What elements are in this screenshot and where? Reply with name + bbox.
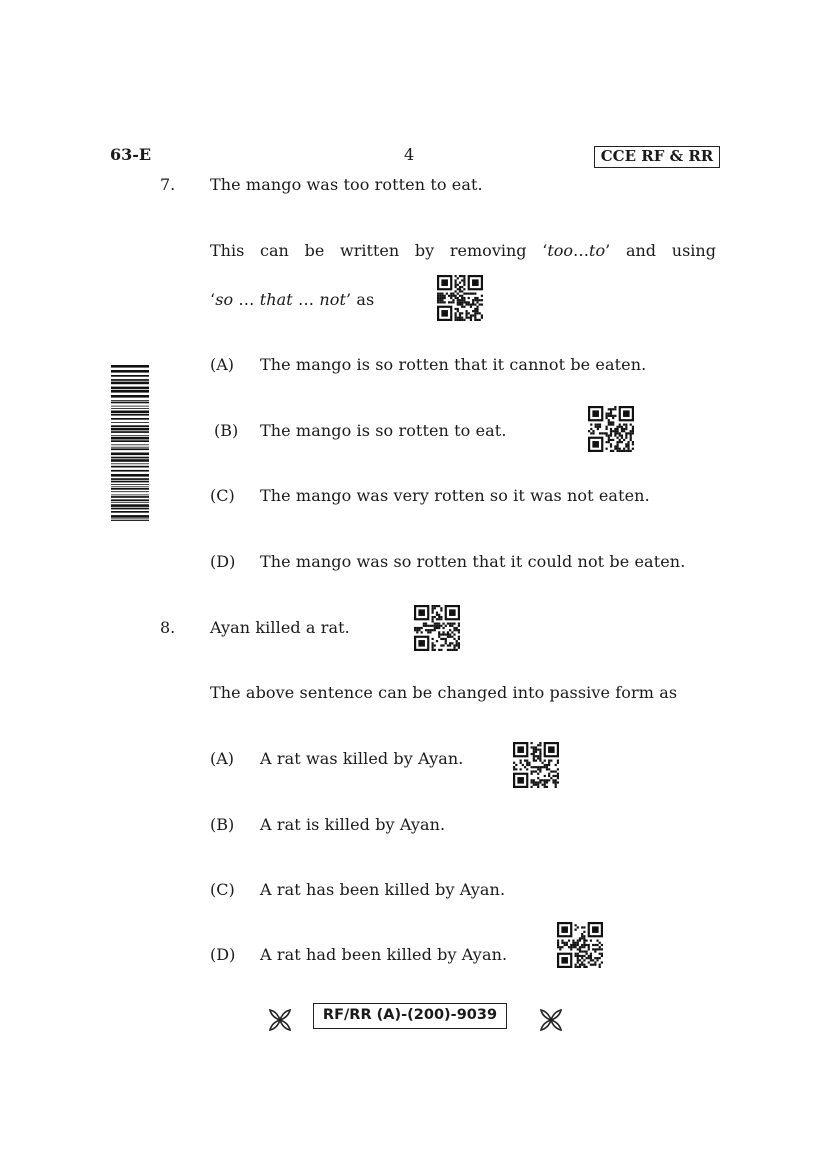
q8-option-d-label[interactable]: (D) [210,945,236,964]
page-number: 4 [404,145,415,164]
word: and [625,241,657,260]
word: can [260,241,289,260]
qr-code-icon [513,742,559,788]
paper-code: 63-E [110,145,152,164]
q7-option-c-label[interactable]: (C) [210,486,235,505]
q8-option-c-text[interactable]: A rat has been killed by Ayan. [260,880,506,899]
word: removing [449,241,527,260]
question-7-number: 7. [160,175,176,194]
qr-code-icon [557,922,603,968]
series-badge: CCE RF & RR [594,146,720,168]
word: by [414,241,435,260]
q7-option-d-text[interactable]: The mango was so rotten that it could not be eaten. [260,552,686,571]
q7-option-a-label[interactable]: (A) [210,355,235,374]
q7-option-d-label[interactable]: (D) [210,552,236,571]
question-8-number: 8. [160,618,176,637]
q8-option-c-label[interactable]: (C) [210,880,235,899]
q7-option-b-label[interactable]: (B) [214,421,239,440]
question-7-instruction-line1 [210,241,716,260]
ornament-icon [268,1008,292,1032]
q7-option-a-text[interactable]: The mango is so rotten that it cannot be eaten. [260,355,647,374]
word: be [304,241,325,260]
q8-option-b-text[interactable]: A rat is killed by Ayan. [260,815,446,834]
question-7-instruction-line2: ‘so … that … not’ as [210,290,375,309]
question-7-stem: The mango was too rotten to eat. [210,175,483,194]
q8-option-a-label[interactable]: (A) [210,749,235,768]
q8-option-b-label[interactable]: (B) [210,815,235,834]
question-8-stem: Ayan killed a rat. [210,618,350,637]
too-to-phrase: ‘too…to’ [542,241,611,260]
qr-code-icon [588,406,634,452]
word: using [671,241,716,260]
q7-option-c-text[interactable]: The mango was very rotten so it was not eaten. [260,486,650,505]
ornament-icon [539,1008,563,1032]
word: written [340,241,400,260]
q7-option-b-text[interactable]: The mango is so rotten to eat. [260,421,507,440]
qr-code-icon [414,605,460,651]
qr-code-icon [437,275,483,321]
question-8-instruction: The above sentence can be changed into passive form as [210,683,678,702]
footer-code-badge: RF/RR (A)-(200)-9039 [313,1003,507,1029]
q8-option-a-text[interactable]: A rat was killed by Ayan. [260,749,464,768]
barcode-icon [111,365,149,521]
q8-option-d-text[interactable]: A rat had been killed by Ayan. [260,945,508,964]
word: This [210,241,245,260]
